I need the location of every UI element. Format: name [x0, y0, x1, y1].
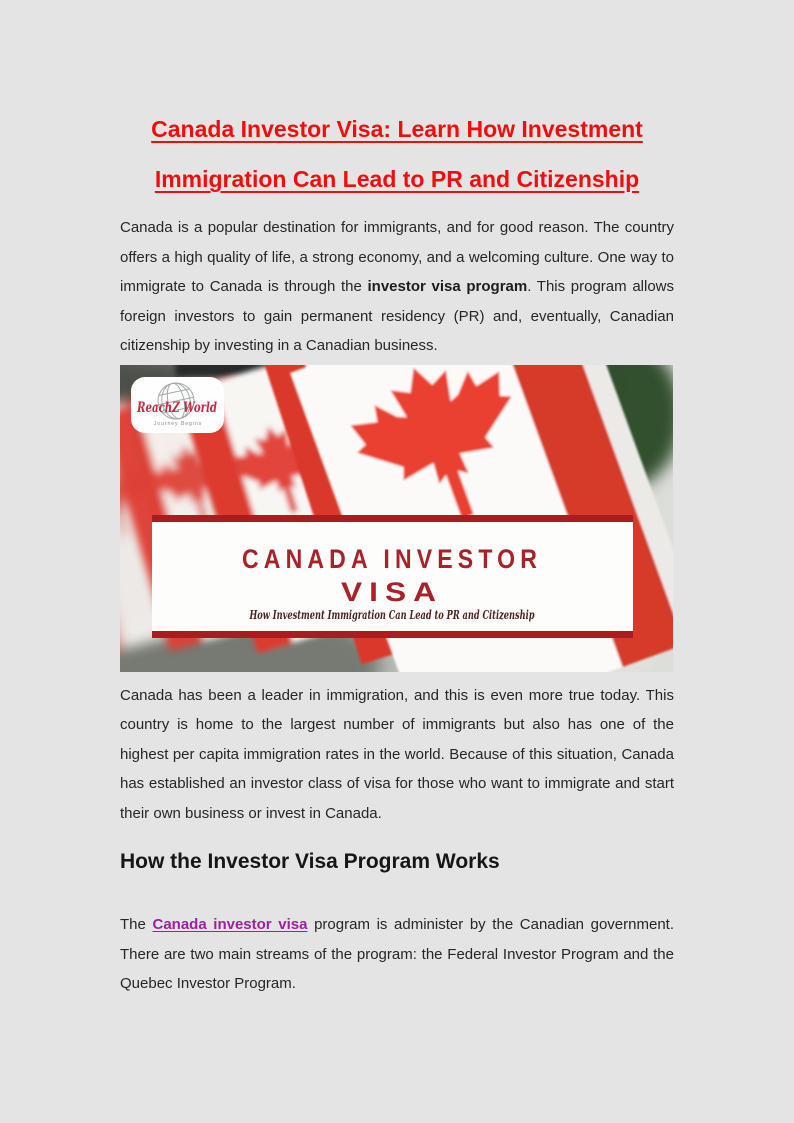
page-title-line-2: Immigration Can Lead to PR and Citizenship [154, 166, 640, 192]
banner-title-line-1: CANADA INVESTOR [242, 543, 542, 574]
document-content [120, 0, 674, 999]
leader-paragraph: Canada has been a leader in immigration, and this is even more true today. This country is home to the largest number of immigrants but also has one of the highest per capita immigration rates in the world. Because of this situation, Canada has established an investor class of visa for those who want to immigrate and start their own business or invest in Canada. [120, 686, 674, 822]
program-paragraph [120, 910, 674, 999]
hero-image [120, 365, 673, 672]
page-title [120, 104, 674, 204]
hero-banner [152, 515, 633, 638]
banner-title-line-2: VISA [341, 576, 443, 607]
logo-tagline-text: Journey Begins [153, 420, 203, 427]
intro-paragraph [120, 213, 674, 361]
section-heading: How the Investor Visa Program Works [120, 850, 500, 873]
banner-top-bar [152, 515, 633, 522]
intro-text-before: Canada is a popular destination for immigrants, and for good reason. The country offers a high quality of life, a strong economy, and a welcoming culture. One way to immigrate to Canada is through the [120, 219, 674, 295]
logo-brand-text: ReachZ World [136, 399, 218, 416]
program-text-after: program is administer by the Canadian government. There are two main streams of the program: the Federal Investor Program and the Quebec Investor Program. [120, 916, 675, 992]
banner-bottom-bar [152, 631, 633, 638]
page-title-line-1: Canada Investor Visa: Learn How Investment [151, 116, 643, 142]
canada-investor-visa-link[interactable]: Canada investor visa [152, 916, 308, 933]
banner-subtitle: How Investment Immigration Can Lead to PR and Citizenship [248, 607, 535, 622]
reachzworld-logo [131, 377, 224, 433]
intro-text-after: . This program allows foreign investors to gain permanent residency (PR) and, eventually, Canadian citizenship by investing in a Canadian business. [120, 278, 674, 354]
program-text-before: The [120, 916, 153, 933]
intro-bold-phrase: investor visa program [367, 278, 528, 295]
